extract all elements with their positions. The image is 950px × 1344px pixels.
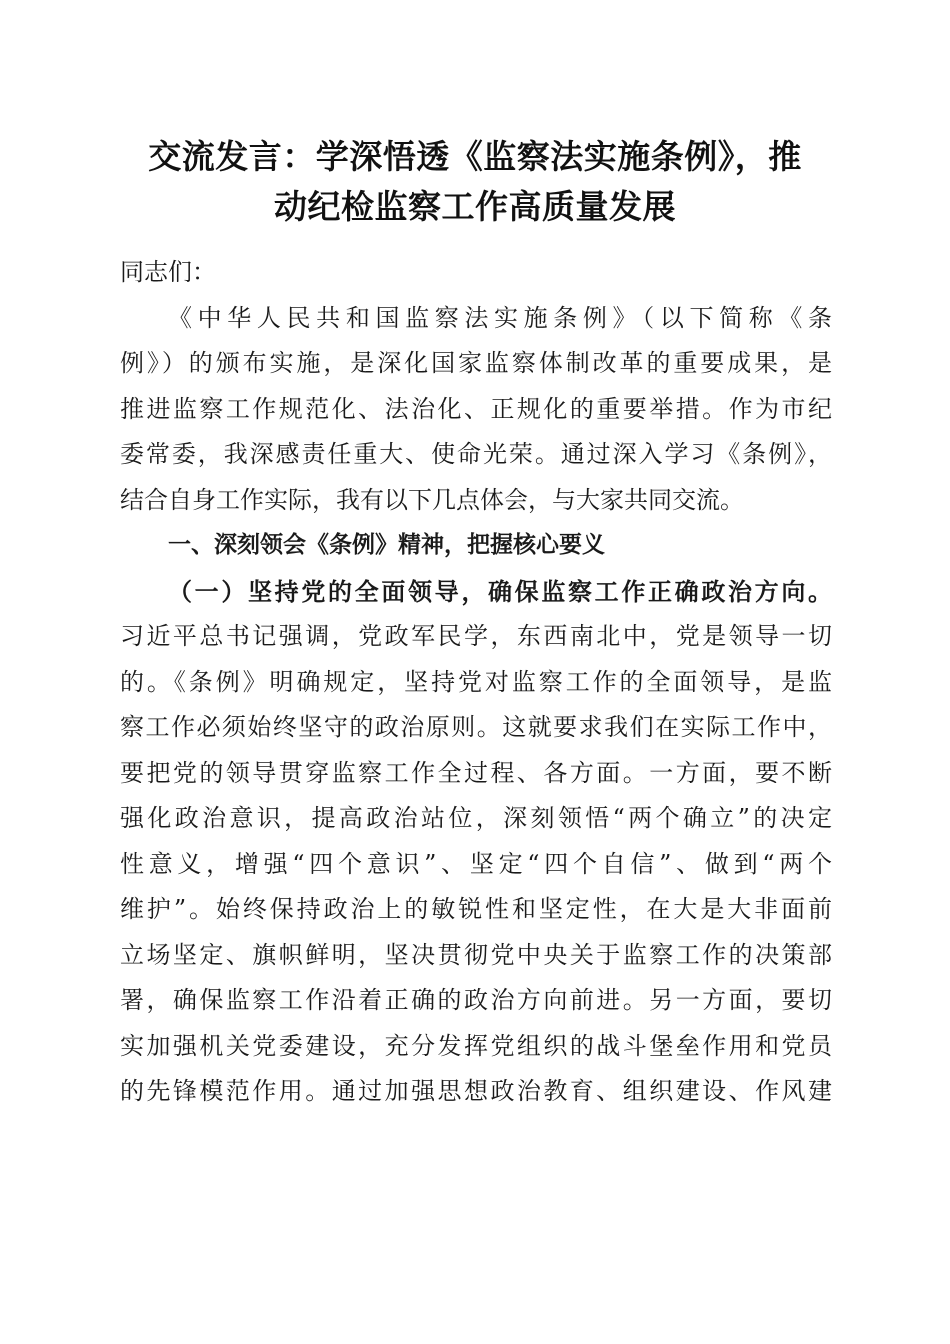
subsection-lead: （一）坚持党的全面领导，确保监察工作正确政治方向。 [168, 576, 832, 606]
body-line: 强化政治意识，提高政治站位，深刻领悟“两个确立”的决定 [120, 804, 832, 832]
intro-line: 《中华人民共和国监察法实施条例》（以下简称《条 [168, 303, 832, 332]
body-line: 要把党的领导贯穿监察工作全过程、各方面。一方面，要不断 [120, 758, 832, 787]
body-line: 维护”。始终保持政治上的敏锐性和坚定性，在大是大非面前 [120, 895, 832, 923]
body-line: 的。《条例》明确规定，坚持党对监察工作的全面领导，是监 [120, 667, 832, 696]
intro-line: 例》）的颁布实施，是深化国家监察体制改革的重要成果，是 [120, 349, 832, 377]
body-line: 习近平总书记强调，党政军民学，东西南北中，党是领导一切 [120, 622, 832, 650]
intro-line: 结合自身工作实际，我有以下几点体会，与大家共同交流。 [120, 485, 744, 514]
body-line: 署，确保监察工作沿着正确的政治方向前进。另一方面，要切 [120, 986, 832, 1014]
body-line: 察工作必须始终坚守的政治原则。这就要求我们在实际工作中， [120, 713, 832, 741]
salutation: 同志们： [120, 258, 216, 286]
document-body [120, 250, 832, 1115]
body-line: 性意义，增强“四个意识”、坚定“四个自信”、做到“两个 [120, 849, 832, 878]
body-line: 的先锋模范作用。通过加强思想政治教育、组织建设、作风建 [120, 1077, 832, 1105]
title-line-2: 动纪检监察工作高质量发展 [274, 187, 676, 226]
intro-line: 推进监察工作规范化、法治化、正规化的重要举措。作为市纪 [120, 394, 832, 423]
intro-line: 委常委，我深感责任重大、使命光荣。通过深入学习《条例》， [120, 440, 832, 468]
section-heading: 一、深刻领会《条例》精神，把握核心要义 [168, 532, 605, 558]
document-title [110, 132, 840, 232]
body-line: 立场坚定、旗帜鲜明，坚决贯彻党中央关于监察工作的决策部 [120, 940, 832, 969]
title-line-1: 交流发言：学深悟透《监察法实施条例》，推 [148, 137, 802, 176]
body-line: 实加强机关党委建设，充分发挥党组织的战斗堡垒作用和党员 [120, 1031, 832, 1060]
